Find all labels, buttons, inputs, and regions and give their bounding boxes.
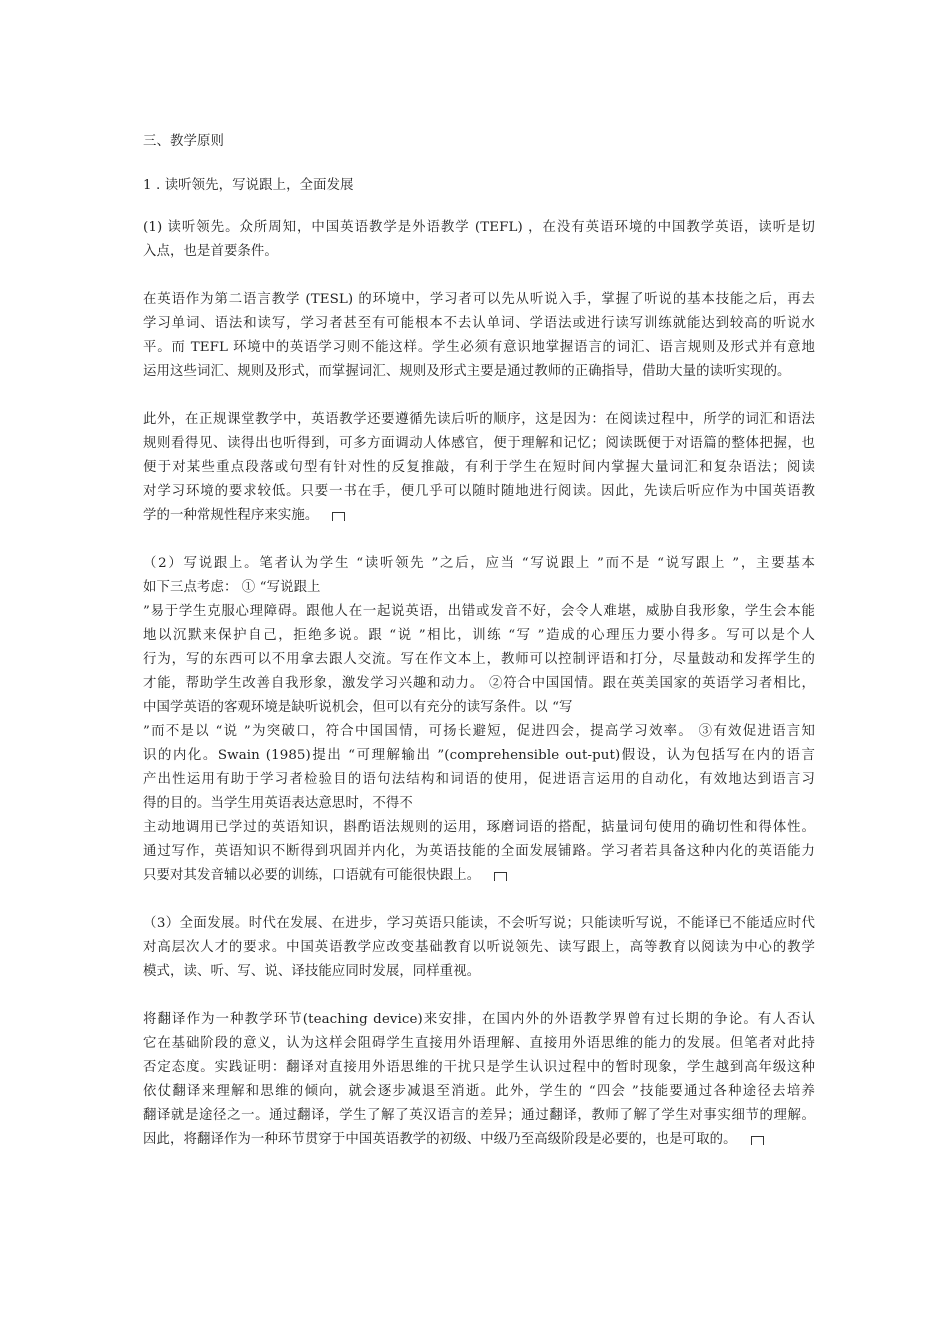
section-title: 三、教学原则	[143, 134, 224, 149]
text-line: 地以沉默来保护自己，拒绝多说。跟 “说 ”相比，训练 “写 ”造成的心理压力要小得多。写可以是个人	[143, 628, 815, 643]
text-line: 对学习环境的要求较低。只要一书在手，便几乎可以随时随地进行阅读。因此，先读后听应作为中国英语教	[143, 484, 815, 499]
paragraph-read-before-listen	[143, 408, 815, 528]
text-line-content: 学的一种常规性程序来实施。	[143, 508, 319, 523]
paragraph-end-mark-icon	[332, 512, 345, 521]
text-line: 通过写作，英语知识不断得到巩固并内化，为英语技能的全面发展铺路。学习者若具备这种内化的英语能力	[143, 844, 815, 859]
text-line: 运用这些词汇、规则及形式，而掌握词汇、规则及形式主要是通过教师的正确指导，借助大量的读听实现的。	[143, 364, 791, 379]
text-line: (1) 读听领先。众所周知，中国英语教学是外语教学 (TEFL) ，在没有英语环境的中国教学英语，读听是切	[143, 220, 815, 235]
text-line: 此外，在正规课堂教学中，英语教学还要遵循先读后听的顺序，这是因为：在阅读过程中，所学的词汇和语法	[143, 412, 815, 427]
text-line: 翻译就是途径之一。通过翻译，学生了解了英汉语言的差异；通过翻译，教师了解了学生对事实细节的理解。	[143, 1108, 815, 1123]
text-line: 规则看得见、读得出也听得到，可多方面调动人体感官，便于理解和记忆；阅读既便于对语篇的整体把握，也	[143, 436, 815, 451]
text-line: ”而不是以 “说 ”为突破口，符合中国国情，可扬长避短，促进四会，提高学习效率。 ③有效促进语言知	[143, 724, 815, 739]
text-line: 将翻译作为一种教学环节(teaching device)来安排，在国内外的外语教学界曾有过长期的争论。有人否认	[143, 1012, 815, 1027]
paragraph-reading-first	[143, 216, 815, 264]
paragraph-all-round	[143, 912, 815, 984]
text-line: （2）写说跟上。笔者认为学生 “读听领先 ”之后，应当 “写说跟上 ”而不是 “说写跟上 ”，主要基本	[143, 556, 815, 571]
text-line: 得的目的。当学生用英语表达意思时，不得不	[143, 796, 413, 811]
text-line: ”易于学生克服心理障碍。跟他人在一起说英语，出错或发音不好，会令人难堪，威胁自我形象，学生会本能	[143, 604, 815, 619]
text-line-content: 只要对其发音辅以必要的训练，口语就有可能很快跟上。	[143, 868, 481, 883]
text-line-content: 因此，将翻译作为一种环节贯穿于中国英语教学的初级、中级乃至高级阶段是必要的，也是可取的。	[143, 1132, 737, 1147]
text-line: 学习单词、语法和读写，学习者甚至有可能根本不去认单词、学语法或进行读写训练就能达到较高的听说水	[143, 316, 815, 331]
text-line: （3）全面发展。时代在发展、在进步，学习英语只能读，不会听写说；只能读听写说，不能译已不能适应时代	[143, 916, 815, 931]
text-line: 中国学英语的客观环境是缺听说机会，但可以有充分的读写条件。以 “写	[143, 700, 573, 715]
text-line: 入点，也是首要条件。	[143, 244, 278, 259]
text-line: 在英语作为第二语言教学 (TESL) 的环境中，学习者可以先从听说入手，掌握了听说的基本技能之后，再去	[143, 292, 815, 307]
document-page	[143, 130, 815, 1152]
text-line: 它在基础阶段的意义，认为这样会阻碍学生直接用外语理解、直接用外语思维的能力的发展。但笔者对此持	[143, 1036, 815, 1051]
text-line	[143, 864, 815, 888]
text-line: 便于对某些重点段落或句型有针对性的反复推敲，有利于学生在短时间内掌握大量词汇和复杂语法；阅读	[143, 460, 815, 475]
paragraph-end-mark-icon	[494, 872, 507, 881]
text-line: 否定态度。实践证明：翻译对直接用外语思维的干扰只是学生认识过程中的暂时现象，学生越到高年级这种	[143, 1060, 815, 1075]
text-line	[143, 504, 815, 528]
paragraph-translation	[143, 1008, 815, 1152]
text-line: 才能，帮助学生改善自我形象，激发学习兴趣和动力。 ②符合中国国情。跟在英美国家的英语学习者相比，	[143, 676, 815, 691]
text-line: 如下三点考虑： ① “写说跟上	[143, 580, 321, 595]
text-line: 产出性运用有助于学习者检验目的语句法结构和词语的使用，促进语言运用的自动化，有效地达到语言习	[143, 772, 815, 787]
paragraph-end-mark-icon	[751, 1136, 764, 1145]
paragraph-tesl	[143, 288, 815, 384]
text-line: 识的内化。Swain (1985)提出 “可理解输出 ”(comprehensible out-put)假设，认为包括写在内的语言	[143, 748, 815, 763]
paragraph-writing-speaking	[143, 552, 815, 888]
text-line: 模式，读、听、写、说、译技能应同时发展，同样重视。	[143, 964, 481, 979]
text-line: 主动地调用已学过的英语知识，斟酌语法规则的运用，琢磨词语的搭配，掂量词句使用的确切性和得体性。	[143, 820, 815, 835]
text-line: 行为，写的东西可以不用拿去跟人交流。写在作文本上，教师可以控制评语和打分，尽量鼓动和发挥学生的	[143, 652, 815, 667]
text-line: 平。而 TEFL 环境中的英语学习则不能这样。学生必须有意识地掌握语言的词汇、语言规则及形式并有意地	[143, 340, 815, 355]
text-line: 依仗翻译来理解和思维的倾向，就会逐步减退至消逝。此外，学生的 “四会 ”技能要通过各种途径去培养	[143, 1084, 815, 1099]
text-line	[143, 1128, 815, 1152]
text-line: 对高层次人才的要求。中国英语教学应改变基础教育以听说领先、读写跟上，高等教育以阅读为中心的教学	[143, 940, 815, 955]
subsection-title: 1 . 读听领先，写说跟上，全面发展	[143, 178, 354, 193]
